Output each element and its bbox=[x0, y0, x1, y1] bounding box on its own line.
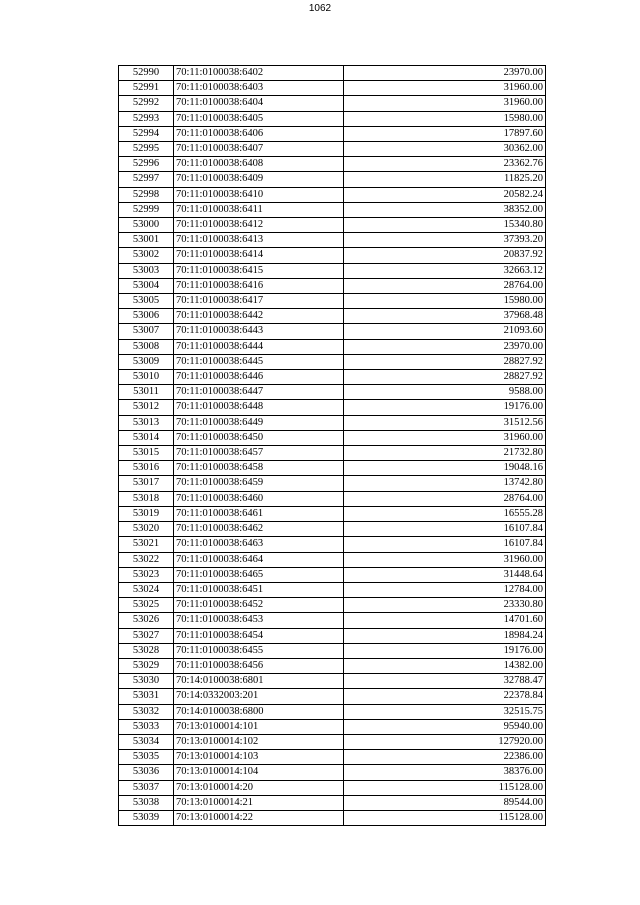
table-row bbox=[119, 780, 546, 795]
cadastral-number-cell: 70:11:0100038:6448 bbox=[174, 400, 344, 415]
cadastral-number-cell: 70:11:0100038:6459 bbox=[174, 476, 344, 491]
value-cell: 21732.80 bbox=[344, 446, 546, 461]
table-row bbox=[119, 430, 546, 445]
table-row bbox=[119, 96, 546, 111]
cadastral-number-cell: 70:13:0100014:102 bbox=[174, 734, 344, 749]
row-number-cell: 52991 bbox=[119, 81, 174, 96]
cadastral-number-cell: 70:11:0100038:6449 bbox=[174, 415, 344, 430]
row-number-cell: 53013 bbox=[119, 415, 174, 430]
value-cell: 16555.28 bbox=[344, 506, 546, 521]
cadastral-number-cell: 70:11:0100038:6458 bbox=[174, 461, 344, 476]
row-number-cell: 53039 bbox=[119, 810, 174, 825]
cadastral-number-cell: 70:11:0100038:6451 bbox=[174, 582, 344, 597]
row-number-cell: 53030 bbox=[119, 674, 174, 689]
cadastral-number-cell: 70:11:0100038:6442 bbox=[174, 309, 344, 324]
row-number-cell: 53000 bbox=[119, 218, 174, 233]
row-number-cell: 53023 bbox=[119, 567, 174, 582]
value-cell: 15980.00 bbox=[344, 111, 546, 126]
table-row bbox=[119, 157, 546, 172]
row-number-cell: 53005 bbox=[119, 294, 174, 309]
page-number: 1062 bbox=[308, 3, 332, 14]
row-number-cell: 53034 bbox=[119, 734, 174, 749]
cadastral-number-cell: 70:11:0100038:6405 bbox=[174, 111, 344, 126]
table-row bbox=[119, 704, 546, 719]
row-number-cell: 53025 bbox=[119, 598, 174, 613]
cadastral-number-cell: 70:13:0100014:103 bbox=[174, 750, 344, 765]
row-number-cell: 53021 bbox=[119, 537, 174, 552]
cadastral-number-cell: 70:13:0100014:20 bbox=[174, 780, 344, 795]
row-number-cell: 53028 bbox=[119, 643, 174, 658]
row-number-cell: 53015 bbox=[119, 446, 174, 461]
row-number-cell: 53031 bbox=[119, 689, 174, 704]
value-cell: 13742.80 bbox=[344, 476, 546, 491]
cadastral-number-cell: 70:11:0100038:6403 bbox=[174, 81, 344, 96]
row-number-cell: 53014 bbox=[119, 430, 174, 445]
table-row bbox=[119, 522, 546, 537]
table-row bbox=[119, 795, 546, 810]
cadastral-number-cell: 70:11:0100038:6404 bbox=[174, 96, 344, 111]
table-row bbox=[119, 446, 546, 461]
table-row bbox=[119, 309, 546, 324]
cadastral-number-cell: 70:11:0100038:6456 bbox=[174, 658, 344, 673]
table-row bbox=[119, 294, 546, 309]
row-number-cell: 53037 bbox=[119, 780, 174, 795]
table-row bbox=[119, 491, 546, 506]
row-number-cell: 53011 bbox=[119, 385, 174, 400]
value-cell: 28827.92 bbox=[344, 354, 546, 369]
table-row bbox=[119, 765, 546, 780]
row-number-cell: 53032 bbox=[119, 704, 174, 719]
cadastral-number-cell: 70:14:0332003:201 bbox=[174, 689, 344, 704]
table-row bbox=[119, 552, 546, 567]
value-cell: 28827.92 bbox=[344, 370, 546, 385]
cadastral-number-cell: 70:11:0100038:6407 bbox=[174, 142, 344, 157]
table-row bbox=[119, 415, 546, 430]
row-number-cell: 53036 bbox=[119, 765, 174, 780]
cadastral-number-cell: 70:11:0100038:6446 bbox=[174, 370, 344, 385]
cadastral-number-cell: 70:11:0100038:6454 bbox=[174, 628, 344, 643]
table-row bbox=[119, 674, 546, 689]
value-cell: 31512.56 bbox=[344, 415, 546, 430]
value-cell: 18984.24 bbox=[344, 628, 546, 643]
cadastral-number-cell: 70:11:0100038:6408 bbox=[174, 157, 344, 172]
cadastral-number-cell: 70:11:0100038:6463 bbox=[174, 537, 344, 552]
value-cell: 28764.00 bbox=[344, 278, 546, 293]
row-number-cell: 53022 bbox=[119, 552, 174, 567]
value-cell: 31448.64 bbox=[344, 567, 546, 582]
table-row bbox=[119, 628, 546, 643]
value-cell: 115128.00 bbox=[344, 780, 546, 795]
value-cell: 16107.84 bbox=[344, 522, 546, 537]
value-cell: 9588.00 bbox=[344, 385, 546, 400]
value-cell: 89544.00 bbox=[344, 795, 546, 810]
cadastral-number-cell: 70:11:0100038:6411 bbox=[174, 202, 344, 217]
table-row bbox=[119, 506, 546, 521]
table-row bbox=[119, 810, 546, 825]
value-cell: 22378.84 bbox=[344, 689, 546, 704]
value-cell: 31960.00 bbox=[344, 96, 546, 111]
table-row bbox=[119, 537, 546, 552]
row-number-cell: 53026 bbox=[119, 613, 174, 628]
cadastral-number-cell: 70:13:0100014:104 bbox=[174, 765, 344, 780]
table-row bbox=[119, 126, 546, 141]
table-row bbox=[119, 233, 546, 248]
cadastral-number-cell: 70:11:0100038:6461 bbox=[174, 506, 344, 521]
table-row bbox=[119, 339, 546, 354]
cadastral-number-cell: 70:11:0100038:6412 bbox=[174, 218, 344, 233]
table-row bbox=[119, 370, 546, 385]
row-number-cell: 52990 bbox=[119, 66, 174, 81]
value-cell: 31960.00 bbox=[344, 81, 546, 96]
row-number-cell: 53009 bbox=[119, 354, 174, 369]
cadastral-number-cell: 70:11:0100038:6447 bbox=[174, 385, 344, 400]
value-cell: 15980.00 bbox=[344, 294, 546, 309]
row-number-cell: 53007 bbox=[119, 324, 174, 339]
row-number-cell: 53008 bbox=[119, 339, 174, 354]
cadastral-number-cell: 70:11:0100038:6413 bbox=[174, 233, 344, 248]
row-number-cell: 53001 bbox=[119, 233, 174, 248]
value-cell: 22386.00 bbox=[344, 750, 546, 765]
row-number-cell: 52997 bbox=[119, 172, 174, 187]
value-cell: 14701.60 bbox=[344, 613, 546, 628]
cadastral-number-cell: 70:11:0100038:6462 bbox=[174, 522, 344, 537]
table-body bbox=[119, 66, 546, 826]
value-cell: 127920.00 bbox=[344, 734, 546, 749]
row-number-cell: 53004 bbox=[119, 278, 174, 293]
cadastral-number-cell: 70:11:0100038:6416 bbox=[174, 278, 344, 293]
table-row bbox=[119, 461, 546, 476]
table-row bbox=[119, 81, 546, 96]
row-number-cell: 52992 bbox=[119, 96, 174, 111]
table-row bbox=[119, 567, 546, 582]
table-row bbox=[119, 719, 546, 734]
value-cell: 37393.20 bbox=[344, 233, 546, 248]
value-cell: 30362.00 bbox=[344, 142, 546, 157]
value-cell: 31960.00 bbox=[344, 552, 546, 567]
value-cell: 23330.80 bbox=[344, 598, 546, 613]
value-cell: 23362.76 bbox=[344, 157, 546, 172]
value-cell: 15340.80 bbox=[344, 218, 546, 233]
row-number-cell: 53024 bbox=[119, 582, 174, 597]
value-cell: 12784.00 bbox=[344, 582, 546, 597]
value-cell: 38376.00 bbox=[344, 765, 546, 780]
row-number-cell: 53027 bbox=[119, 628, 174, 643]
row-number-cell: 52998 bbox=[119, 187, 174, 202]
cadastral-number-cell: 70:11:0100038:6409 bbox=[174, 172, 344, 187]
table-row bbox=[119, 598, 546, 613]
cadastral-number-cell: 70:11:0100038:6443 bbox=[174, 324, 344, 339]
cadastral-number-cell: 70:11:0100038:6452 bbox=[174, 598, 344, 613]
row-number-cell: 53035 bbox=[119, 750, 174, 765]
row-number-cell: 53003 bbox=[119, 263, 174, 278]
row-number-cell: 53018 bbox=[119, 491, 174, 506]
row-number-cell: 52995 bbox=[119, 142, 174, 157]
value-cell: 31960.00 bbox=[344, 430, 546, 445]
value-cell: 37968.48 bbox=[344, 309, 546, 324]
row-number-cell: 52993 bbox=[119, 111, 174, 126]
cadastral-number-cell: 70:11:0100038:6415 bbox=[174, 263, 344, 278]
table-row bbox=[119, 172, 546, 187]
row-number-cell: 53038 bbox=[119, 795, 174, 810]
cadastral-number-cell: 70:11:0100038:6417 bbox=[174, 294, 344, 309]
cadastral-number-cell: 70:11:0100038:6457 bbox=[174, 446, 344, 461]
value-cell: 11825.20 bbox=[344, 172, 546, 187]
row-number-cell: 53029 bbox=[119, 658, 174, 673]
cadastral-number-cell: 70:11:0100038:6460 bbox=[174, 491, 344, 506]
value-cell: 19176.00 bbox=[344, 643, 546, 658]
row-number-cell: 52994 bbox=[119, 126, 174, 141]
value-cell: 21093.60 bbox=[344, 324, 546, 339]
row-number-cell: 53010 bbox=[119, 370, 174, 385]
value-cell: 23970.00 bbox=[344, 339, 546, 354]
row-number-cell: 53002 bbox=[119, 248, 174, 263]
table-row bbox=[119, 278, 546, 293]
row-number-cell: 53016 bbox=[119, 461, 174, 476]
table-row bbox=[119, 324, 546, 339]
row-number-cell: 53017 bbox=[119, 476, 174, 491]
cadastral-number-cell: 70:11:0100038:6450 bbox=[174, 430, 344, 445]
table-row bbox=[119, 385, 546, 400]
table-row bbox=[119, 202, 546, 217]
row-number-cell: 53020 bbox=[119, 522, 174, 537]
row-number-cell: 53006 bbox=[119, 309, 174, 324]
value-cell: 19176.00 bbox=[344, 400, 546, 415]
row-number-cell: 52996 bbox=[119, 157, 174, 172]
value-cell: 19048.16 bbox=[344, 461, 546, 476]
table-row bbox=[119, 218, 546, 233]
cadastral-number-cell: 70:14:0100038:6800 bbox=[174, 704, 344, 719]
table-row bbox=[119, 111, 546, 126]
table-row bbox=[119, 582, 546, 597]
table-row bbox=[119, 613, 546, 628]
value-cell: 38352.00 bbox=[344, 202, 546, 217]
value-cell: 16107.84 bbox=[344, 537, 546, 552]
row-number-cell: 52999 bbox=[119, 202, 174, 217]
value-cell: 17897.60 bbox=[344, 126, 546, 141]
value-cell: 32788.47 bbox=[344, 674, 546, 689]
value-cell: 20837.92 bbox=[344, 248, 546, 263]
cadastral-number-cell: 70:11:0100038:6402 bbox=[174, 66, 344, 81]
value-cell: 115128.00 bbox=[344, 810, 546, 825]
table-row bbox=[119, 142, 546, 157]
table-row bbox=[119, 248, 546, 263]
table-row bbox=[119, 476, 546, 491]
cadastral-number-cell: 70:14:0100038:6801 bbox=[174, 674, 344, 689]
row-number-cell: 53012 bbox=[119, 400, 174, 415]
table-row bbox=[119, 643, 546, 658]
cadastral-number-cell: 70:13:0100014:22 bbox=[174, 810, 344, 825]
value-cell: 32663.12 bbox=[344, 263, 546, 278]
cadastral-number-cell: 70:11:0100038:6465 bbox=[174, 567, 344, 582]
cadastral-number-cell: 70:13:0100014:21 bbox=[174, 795, 344, 810]
table-row bbox=[119, 354, 546, 369]
table-row bbox=[119, 187, 546, 202]
value-cell: 32515.75 bbox=[344, 704, 546, 719]
cadastral-number-cell: 70:11:0100038:6445 bbox=[174, 354, 344, 369]
table-row bbox=[119, 66, 546, 81]
cadastral-number-cell: 70:11:0100038:6444 bbox=[174, 339, 344, 354]
cadastral-number-cell: 70:11:0100038:6410 bbox=[174, 187, 344, 202]
table-row bbox=[119, 263, 546, 278]
cadastral-number-cell: 70:11:0100038:6406 bbox=[174, 126, 344, 141]
value-cell: 28764.00 bbox=[344, 491, 546, 506]
row-number-cell: 53033 bbox=[119, 719, 174, 734]
data-table bbox=[118, 65, 546, 826]
table-row bbox=[119, 400, 546, 415]
table-row bbox=[119, 658, 546, 673]
cadastral-number-cell: 70:11:0100038:6455 bbox=[174, 643, 344, 658]
table-row bbox=[119, 734, 546, 749]
table-row bbox=[119, 750, 546, 765]
value-cell: 95940.00 bbox=[344, 719, 546, 734]
value-cell: 14382.00 bbox=[344, 658, 546, 673]
cadastral-number-cell: 70:13:0100014:101 bbox=[174, 719, 344, 734]
cadastral-number-cell: 70:11:0100038:6453 bbox=[174, 613, 344, 628]
value-cell: 23970.00 bbox=[344, 66, 546, 81]
table-row bbox=[119, 689, 546, 704]
cadastral-number-cell: 70:11:0100038:6414 bbox=[174, 248, 344, 263]
row-number-cell: 53019 bbox=[119, 506, 174, 521]
cadastral-number-cell: 70:11:0100038:6464 bbox=[174, 552, 344, 567]
value-cell: 20582.24 bbox=[344, 187, 546, 202]
